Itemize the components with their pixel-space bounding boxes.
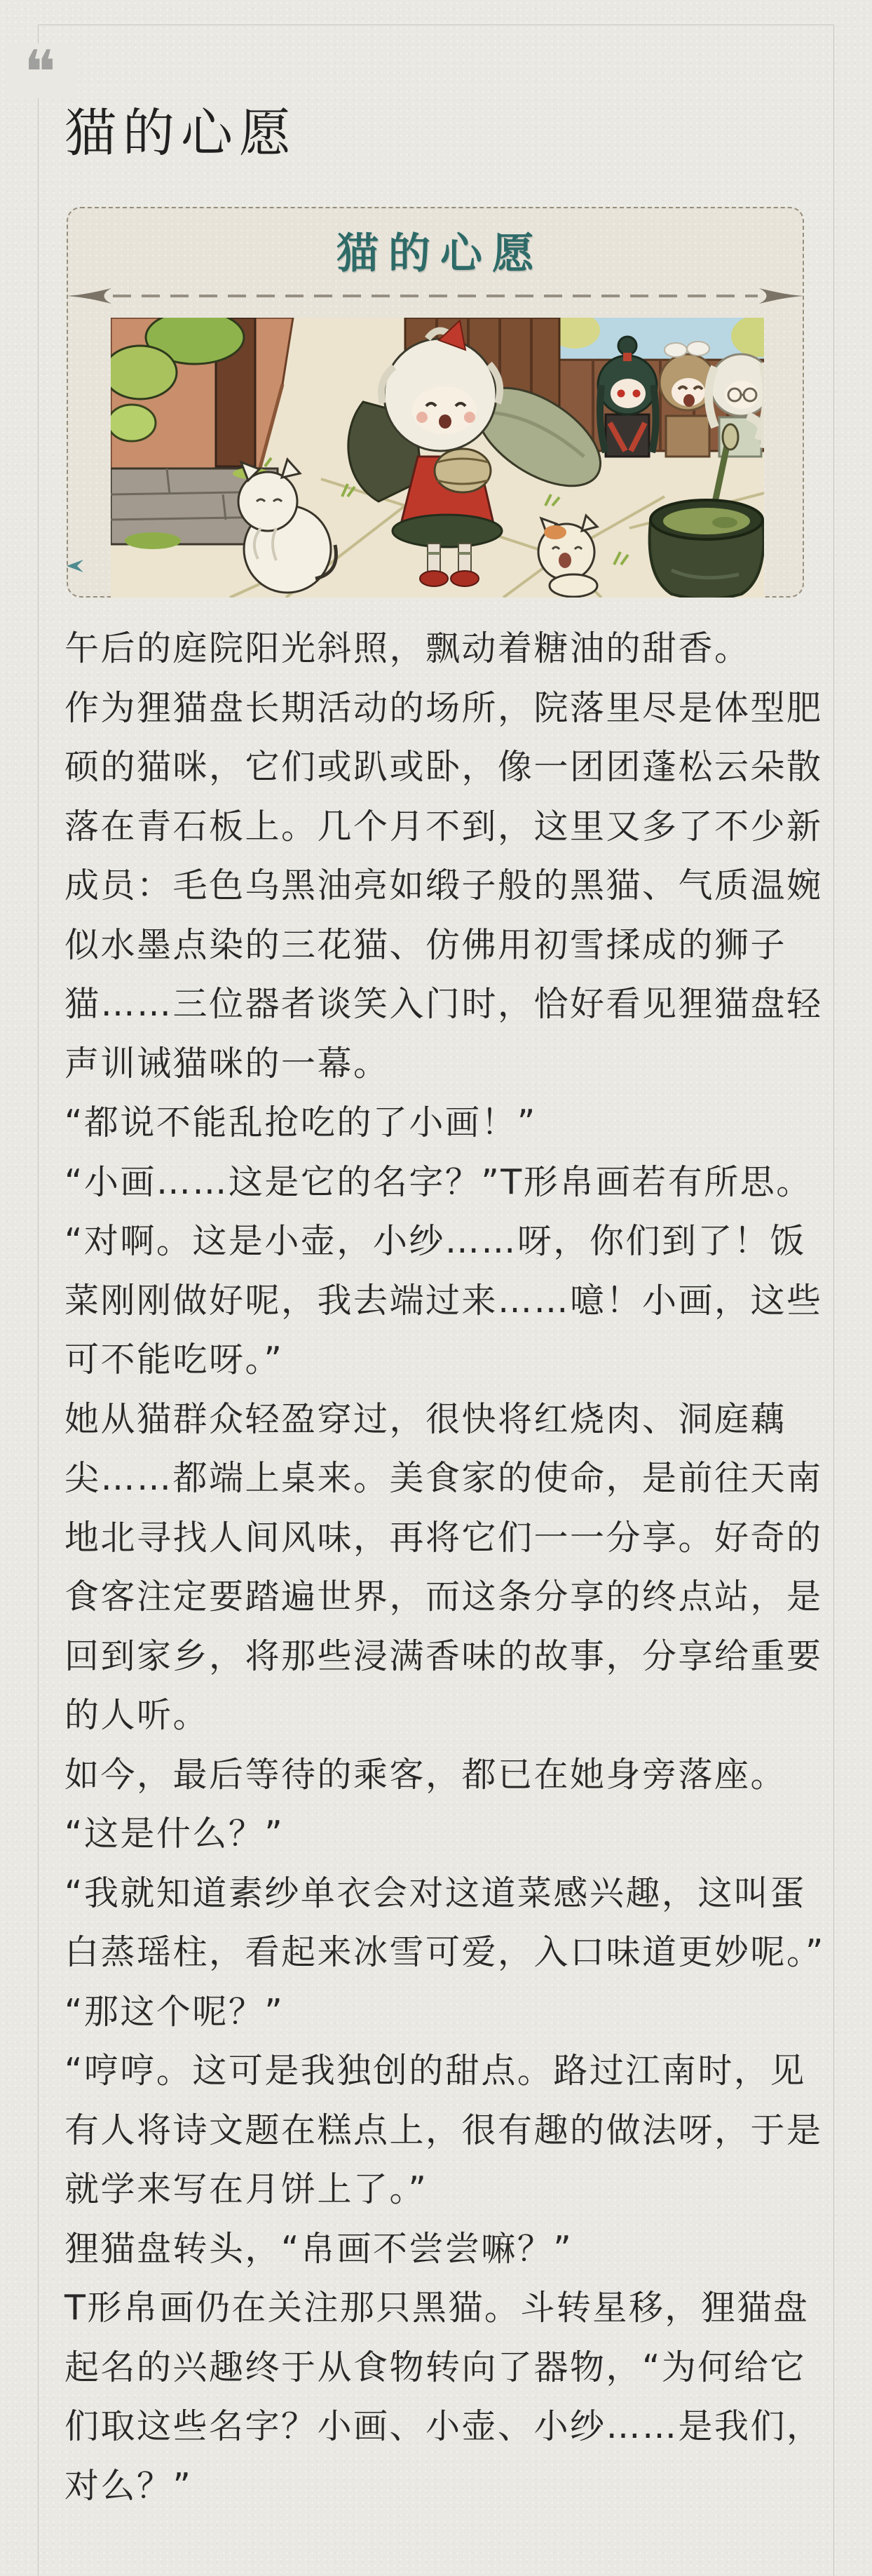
article-paragraph: 狸猫盘转头，“帛画不尝尝嘛？” xyxy=(64,2228,573,2269)
article-paragraph: 她从猫群众轻盈穿过，很快将红烧肉、洞庭藕尖……都端上桌来。美食家的使命，是前往天南地北寻找人间风味，再将它们一一分享。好奇的食客注定要踏遍世界，而这条分享的终点站，是回到家乡，将那些浸满香味的故事，分享给重要的人听。 xyxy=(64,1398,823,1735)
article-paragraph: T形帛画仍在关注那只黑猫。斗转星移，狸猫盘起名的兴趣终于从食物转向了器物，“为何给它们取这些名字？小画、小壶、小纱……是我们，对么？” xyxy=(64,2288,823,2506)
article-paragraph: “这是什么？” xyxy=(64,1814,285,1854)
card-divider xyxy=(67,288,804,304)
divider-left-arrow-icon xyxy=(67,288,111,304)
article-paragraph: “对啊。这是小壶，小纱……呀，你们到了！饭菜刚刚做好呢，我去端过来……噫！小画，这些可不能吃呀。” xyxy=(64,1221,823,1380)
article-paragraph: “我就知道素纱单衣会对这道菜感兴趣，这叫蛋白蒸瑶柱，看起来冰雪可爱，入口味道更妙呢。” xyxy=(64,1873,825,1972)
article-paragraph: “哼哼。这可是我独创的甜点。路过江南时，见有人将诗文题在糕点上，很有趣的做法呀，于是就学来写在月饼上了。” xyxy=(64,2051,823,2209)
content-frame xyxy=(23,25,834,2576)
page-title: 猫的心愿 xyxy=(64,103,297,163)
divider-right-arrow-icon xyxy=(759,288,804,304)
article-paragraph: 作为狸猫盘长期活动的场所，院落里尽是体型肥硕的猫咪，它们或趴或卧，像一团团蓬松云朵散落在青石板上。几个月不到，这里又多了不少新成员：毛色乌黑油亮如缎子般的黑猫、气质温婉似水墨点染的三花猫、仿佛用初雪揉成的狮子猫……三位器者谈笑入门时，恰好看见狸猫盘轻声训诫猫咪的一幕。 xyxy=(64,687,823,1084)
article-paragraph: 如今，最后等待的乘客，都已在她身旁落座。 xyxy=(64,1754,787,1795)
article-paragraph: “都说不能乱抢吃的了小画！” xyxy=(64,1102,537,1142)
card-illustration xyxy=(111,318,764,598)
divider-dashed-line xyxy=(113,295,758,297)
article-body xyxy=(64,619,834,2516)
story-card xyxy=(67,207,804,598)
article-paragraph: “那这个呢？” xyxy=(64,1991,285,2032)
illustration-character-trio xyxy=(598,337,764,457)
card-left-teal-tip-icon xyxy=(67,559,85,573)
article-paragraph: “小画……这是它的名字？”T形帛画若有所思。 xyxy=(64,1161,812,1202)
article-paragraph: 午后的庭院阳光斜照，飘动着糖油的甜香。 xyxy=(64,628,751,668)
quote-icon: ❝ xyxy=(6,43,74,98)
card-title: 猫的心愿 xyxy=(336,229,544,278)
